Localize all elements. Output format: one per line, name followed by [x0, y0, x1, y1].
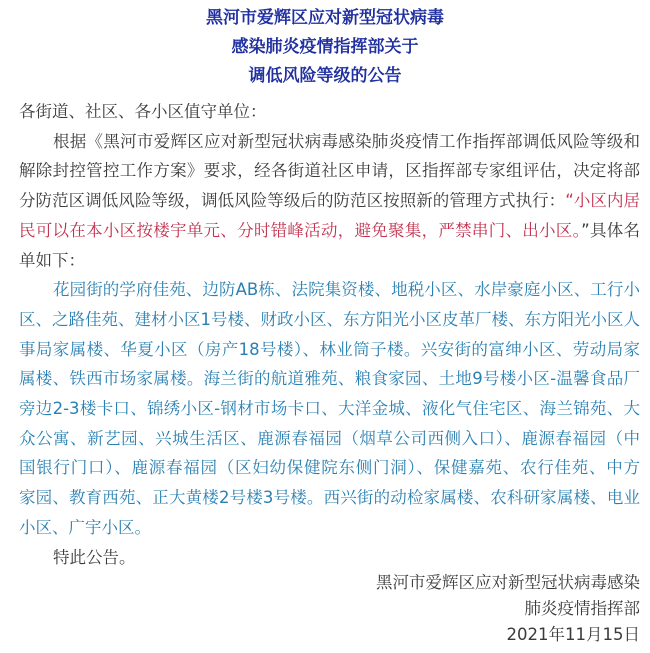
list-line: 旁边2-3楼卡口、锦绣小区-钢材市场卡口、大洋金城、液化气住宅区、海兰锦苑、大 — [19, 399, 640, 419]
highlighted-rule: “小区内居 — [565, 191, 640, 211]
basis-paragraph — [19, 127, 640, 276]
title-line: 黑河市爱辉区应对新型冠状病毒 — [206, 8, 444, 28]
list-line: 众公寓、新艺园、兴城生活区、鹿源春福园（烟草公司西侧入口）、鹿源春福园（中 — [19, 428, 640, 448]
list-line: 属楼、铁西市场家属楼。海兰街的航道雅苑、粮食家园、土地9号楼小区-温馨食品厂 — [19, 369, 640, 389]
list-line: 国银行门口）、鹿源春福园（区妇幼保健院东侧门洞）、保健嘉苑、农行佳苑、中方 — [19, 458, 640, 478]
salutation: 各街道、社区、各小区值守单位： — [19, 102, 267, 121]
list-line: 家园、教育西苑、正大黄楼2号楼3号楼。西兴街的动检家属楼、农科研家属楼、电业 — [19, 488, 640, 508]
text-segment: ”具体名 — [581, 220, 640, 240]
list-line: 小区、广宇小区。 — [19, 517, 151, 537]
document-title — [0, 4, 650, 91]
list-line: 花园街的学府佳苑、边防AB栋、法院集资楼、地税小区、水岸豪庭小区、工行小 — [53, 280, 640, 300]
signature-block — [376, 570, 640, 648]
community-list — [19, 275, 640, 542]
paragraph-line — [19, 216, 640, 246]
highlighted-rule: 民可以在本小区按楼宇单元、分时错峰活动，避免聚集，严禁串门、出小区。 — [19, 220, 582, 240]
issuer-line: 黑河市爱辉区应对新型冠状病毒感染 — [376, 573, 640, 592]
paragraph-line — [19, 186, 640, 216]
title-line: 调低风险等级的公告 — [248, 66, 402, 86]
text-segment: 分防范区调低风险等级，调低风险等级后的防范区按照新的管理方式执行： — [19, 191, 566, 211]
document-body — [19, 97, 640, 572]
closing-remark: 特此公告。 — [53, 547, 136, 567]
list-line: 事局家属楼、华夏小区（房产18号楼）、林业筒子楼。兴安街的富绅小区、劳动局家 — [19, 339, 640, 359]
issuer-line: 肺炎疫情指挥部 — [524, 599, 640, 618]
list-line: 区、之路佳苑、建材小区1号楼、财政小区、东方阳光小区皮革厂楼、东方阳光小区人 — [19, 309, 640, 329]
issue-date: 2021年11月15日 — [506, 625, 640, 644]
title-line: 感染肺炎疫情指挥部关于 — [231, 37, 419, 57]
paragraph-line: 根据《黑河市爱辉区应对新型冠状病毒感染肺炎疫情工作指挥部调低风险等级和 — [53, 131, 640, 151]
paragraph-line: 单如下： — [19, 250, 85, 270]
paragraph-line: 解除封控管控工作方案》要求，经各街道社区申请，区指挥部专家组评估，决定将部 — [19, 161, 640, 181]
